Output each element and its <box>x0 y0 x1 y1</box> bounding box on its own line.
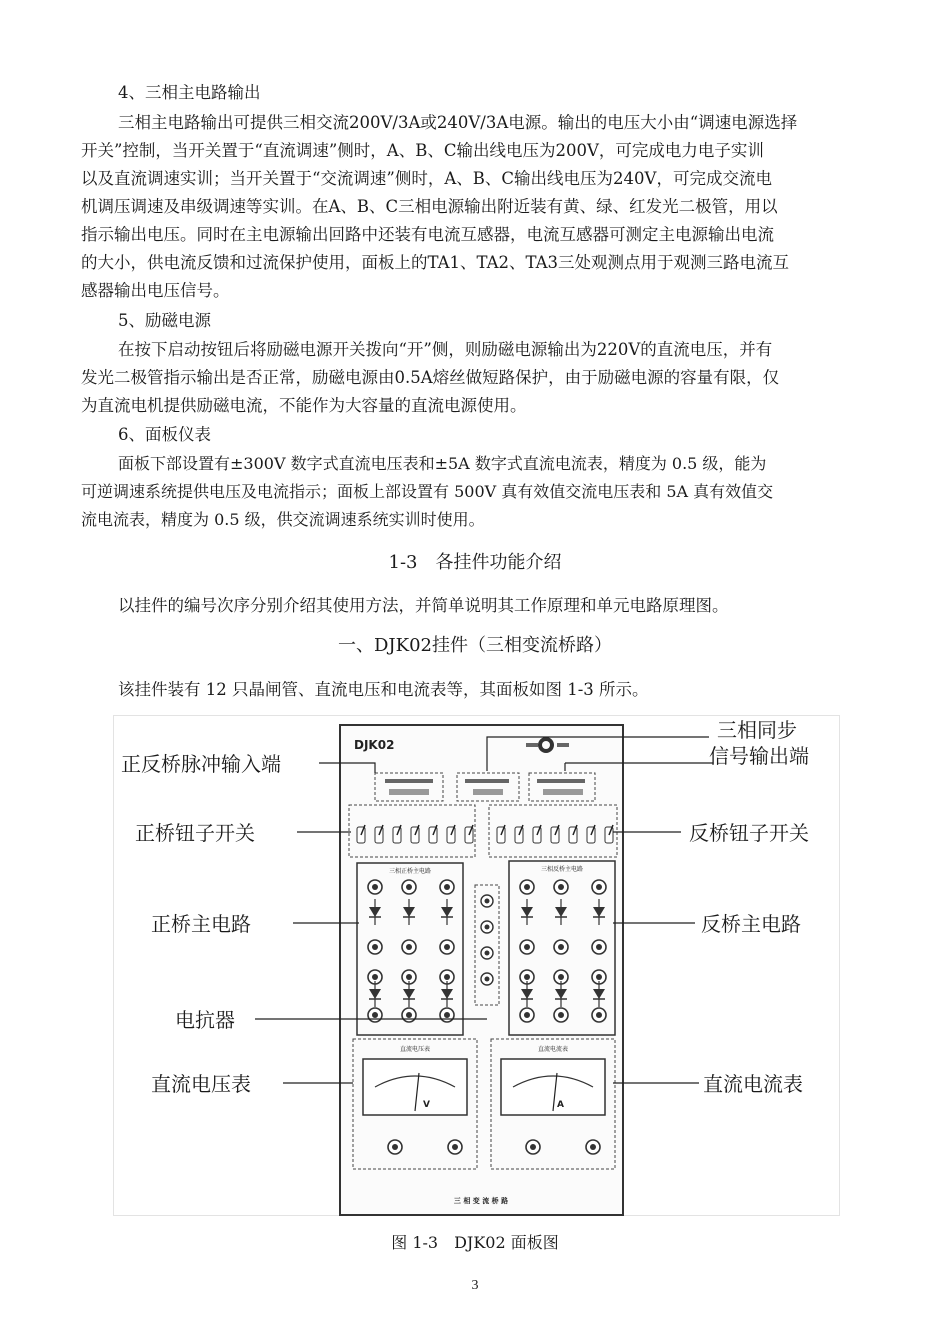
terminal-core-icon <box>406 944 412 950</box>
terminal-core-icon <box>444 1012 450 1018</box>
reverse-bridge-title: 三相反桥主电路 <box>540 866 584 873</box>
terminal-core-icon <box>558 974 564 980</box>
reactor-terminal-core-icon <box>485 951 490 956</box>
callout-dc-ammeter: 直流电流表 <box>703 1072 803 1096</box>
paragraph-line: 流电流表，精度为 0.5 级，供交流调速系统实训时使用。 <box>81 510 485 529</box>
terminal-core-icon <box>372 944 378 950</box>
terminal-core-icon <box>558 1012 564 1018</box>
terminal-core-icon <box>524 944 530 950</box>
panel-outline <box>340 725 623 1215</box>
callout-pulse-input: 正反桥脉冲输入端 <box>121 752 281 776</box>
callout-reverse-main: 反桥主电路 <box>701 912 801 936</box>
forward-bridge-title: 三相正桥主电路 <box>388 868 432 875</box>
callout-reverse-switch: 反桥钮子开关 <box>689 821 809 845</box>
paragraph-line: 面板下部设置有±300V 数字式直流电压表和±5A 数字式直流电流表，精度为 0.5 级，能为 <box>118 454 767 473</box>
ammeter-face <box>501 1059 605 1115</box>
paragraph-line: 以及直流调速实训；当开关置于“交流调速”侧时，A、B、C输出线电压为240V，可完成交流电 <box>81 169 772 188</box>
paragraph-line: 为直流电机提供励磁电流，不能作为大容量的直流电源使用。 <box>81 396 527 415</box>
callout-dc-voltmeter: 直流电压表 <box>151 1072 251 1096</box>
terminal-core-icon <box>596 884 602 890</box>
panel-diagram <box>113 715 840 1216</box>
paragraph-line: 三相主电路输出可提供三相交流200V/3A或240V/3A电源。输出的电压大小由“调速电源选择 <box>118 113 798 132</box>
ammeter-symbol: A <box>557 1100 564 1110</box>
callout-forward-switch: 正桥钮子开关 <box>135 821 255 845</box>
panel-model-label: DJK02 <box>354 738 395 752</box>
callout-reactor: 电抗器 <box>175 1008 235 1032</box>
paragraph-line: 指示输出电压。同时在主电源输出回路中还装有电流互感器，电流互感器可测定主电源输出电流 <box>81 225 774 244</box>
paragraph-line: 发光二极管指示输出是否正常，励磁电源由0.5A熔丝做短路保护，由于励磁电源的容量有限，仅 <box>81 368 780 387</box>
subsection-title: 一、DJK02挂件（三相变流桥路） <box>338 635 612 656</box>
heading-three-phase-output: 4、三相主电路输出 <box>118 83 261 102</box>
ammeter-title: 直流电流表 <box>537 1046 569 1053</box>
subsection-intro: 该挂件装有 12 只晶闸管、直流电压和电流表等，其面板如图 1-3 所示。 <box>118 680 649 699</box>
terminal-core-icon <box>558 884 564 890</box>
callout-forward-main: 正桥主电路 <box>151 912 251 936</box>
section-title: 1-3 各挂件功能介绍 <box>388 552 562 573</box>
paragraph-line: 开关”控制，当开关置于“直流调速”侧时，A、B、C输出线电压为200V，可完成电力电子实训 <box>81 141 764 160</box>
page-number: 3 <box>471 1278 479 1293</box>
reactor-terminal-core-icon <box>485 977 490 982</box>
voltmeter-face <box>363 1059 467 1115</box>
terminal-core-icon <box>558 944 564 950</box>
paragraph-line: 可逆调速系统提供电压及电流指示；面板上部设置有 500V 真有效值交流电压表和 5A 真有效值交 <box>81 482 774 501</box>
terminal-core-icon <box>596 1012 602 1018</box>
reactor-terminal-core-icon <box>485 925 490 930</box>
callout-sync-output-line1: 三相同步 <box>717 718 797 742</box>
paragraph-line: 感器输出电压信号。 <box>81 281 230 300</box>
figure-caption: 图 1-3 DJK02 面板图 <box>391 1233 559 1252</box>
terminal-core-icon <box>406 884 412 890</box>
terminal-core-icon <box>596 944 602 950</box>
paragraph-line: 的大小，供电流反馈和过流保护使用，面板上的TA1、TA2、TA3三处观测点用于观测三路电流互 <box>81 253 790 272</box>
heading-panel-meters: 6、面板仪表 <box>118 425 211 444</box>
panel-bottom-label: 三 相 变 流 桥 路 <box>453 1197 509 1205</box>
reactor-terminal-core-icon <box>485 899 490 904</box>
terminal-core-icon <box>372 974 378 980</box>
figure-djk02-panel <box>113 715 840 1216</box>
terminal-core-icon <box>406 1012 412 1018</box>
terminal-core-icon <box>524 884 530 890</box>
terminal-core-icon <box>524 974 530 980</box>
terminal-core-icon <box>372 1012 378 1018</box>
terminal-core-icon <box>372 884 378 890</box>
voltmeter-symbol: V <box>423 1100 430 1110</box>
heading-excitation-power: 5、励磁电源 <box>118 311 211 330</box>
terminal-core-icon <box>596 974 602 980</box>
paragraph-line: 在按下启动按钮后将励磁电源开关拨向“开”侧，则励磁电源输出为220V的直流电压，并有 <box>118 340 773 359</box>
callout-sync-output-line2: 信号输出端 <box>709 744 809 768</box>
paragraph-line: 机调压调速及串级调速等实训。在A、B、C三相电源输出附近装有黄、绿、红发光二极管，用以 <box>81 197 778 216</box>
terminal-core-icon <box>444 974 450 980</box>
terminal-core-icon <box>406 974 412 980</box>
terminal-core-icon <box>444 884 450 890</box>
voltmeter-title: 直流电压表 <box>399 1046 431 1053</box>
terminal-core-icon <box>444 944 450 950</box>
terminal-core-icon <box>524 1012 530 1018</box>
section-intro: 以挂件的编号次序分别介绍其使用方法，并简单说明其工作原理和单元电路原理图。 <box>118 596 729 615</box>
